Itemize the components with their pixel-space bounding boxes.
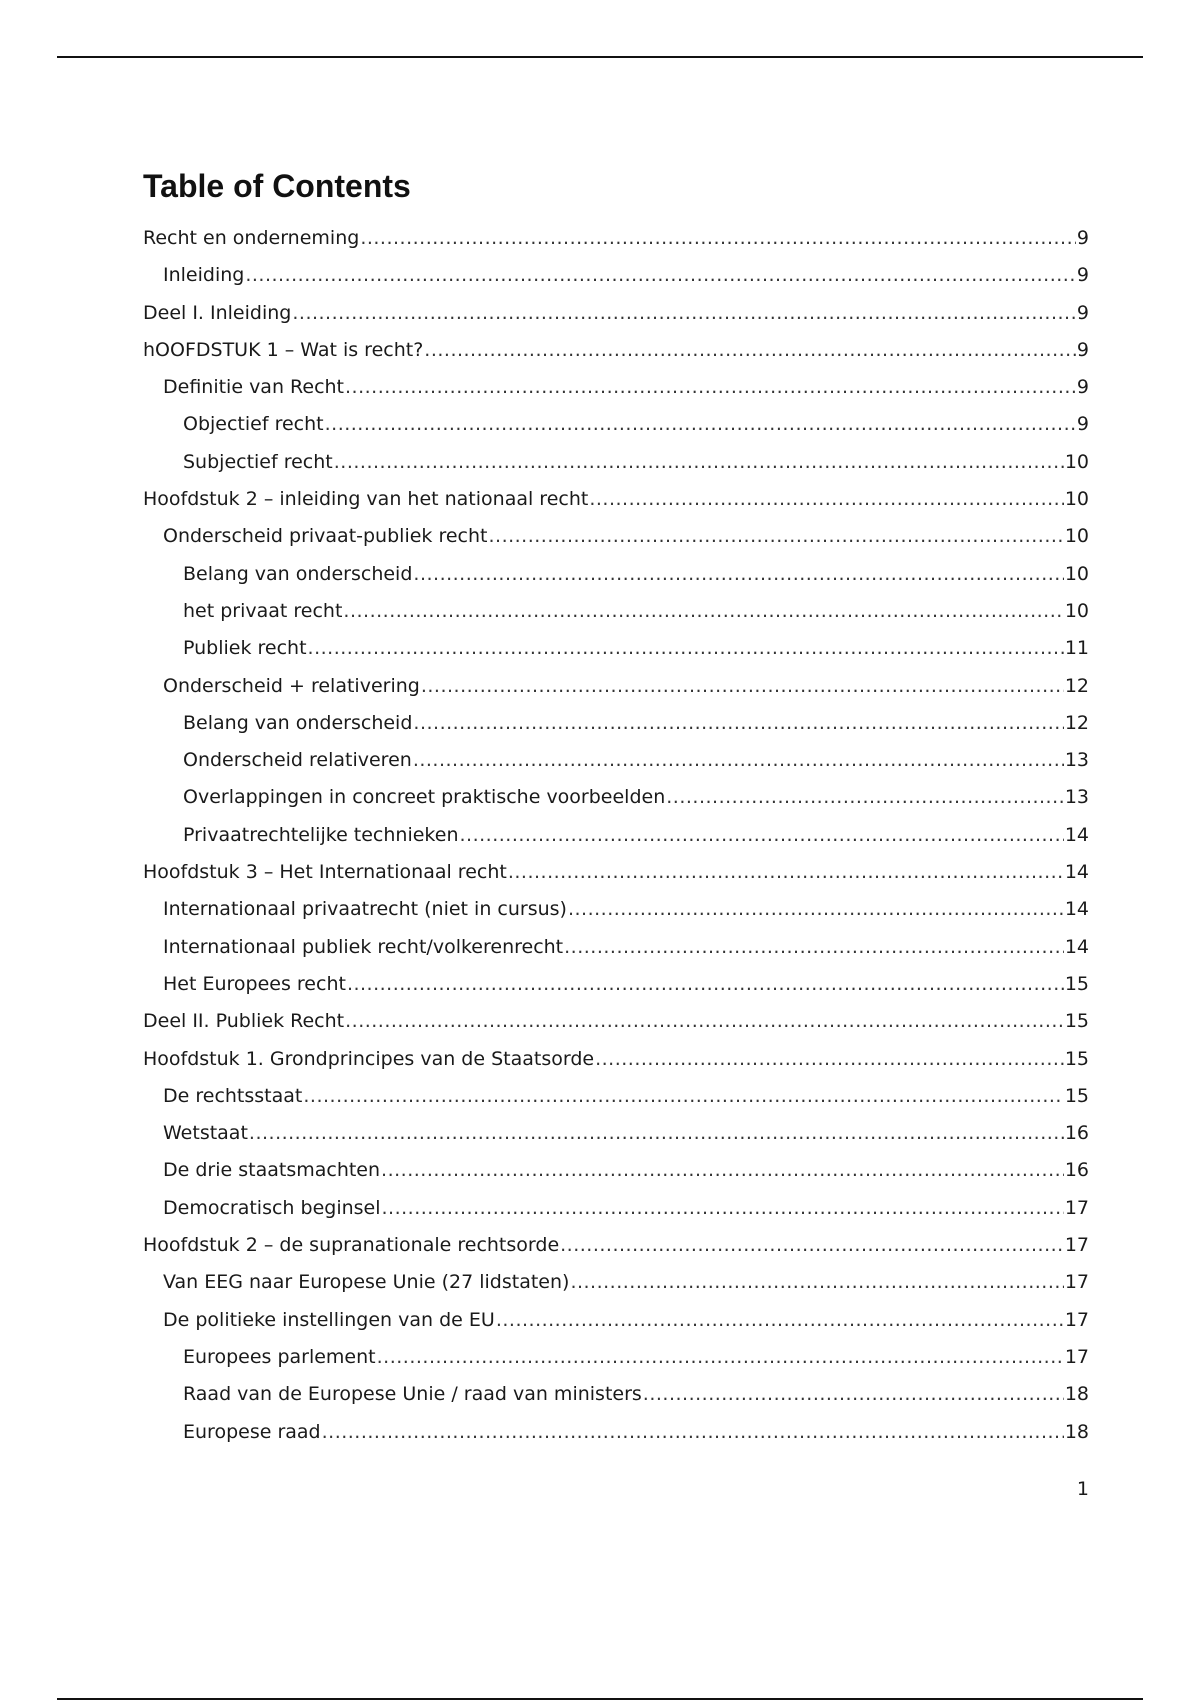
toc-entry-title: Onderscheid + relativering <box>163 674 420 697</box>
toc-entry-page: 13 <box>1064 786 1089 809</box>
toc-entry-title: Onderscheid relativeren <box>183 749 412 772</box>
toc-entry-title: Hoofdstuk 3 – Het Internationaal recht <box>143 861 507 884</box>
toc-entry-title: Privaatrechtelijke technieken <box>183 823 459 846</box>
dot-leader <box>245 257 1076 294</box>
toc-entry-page: 10 <box>1064 488 1089 511</box>
toc-entry[interactable] <box>143 556 1089 593</box>
toc-entry[interactable] <box>143 369 1089 406</box>
dot-leader <box>666 779 1064 816</box>
dot-leader <box>377 1339 1064 1376</box>
dot-leader <box>343 593 1063 630</box>
toc-entry-title: Subjectief recht <box>183 450 333 473</box>
toc-entry-page: 10 <box>1064 525 1089 548</box>
toc-entry-title: hOOFDSTUK 1 – Wat is recht? <box>143 338 424 361</box>
toc-entry[interactable] <box>143 630 1089 667</box>
toc-entry-title: Hoofdstuk 2 – inleiding van het nationaal recht <box>143 488 589 511</box>
toc-entry[interactable] <box>143 891 1089 928</box>
dot-leader <box>413 742 1064 779</box>
header-rule <box>57 56 1143 58</box>
dot-leader <box>334 444 1064 481</box>
toc-entry[interactable] <box>143 1227 1089 1264</box>
toc-entry[interactable] <box>143 593 1089 630</box>
dot-leader <box>303 1078 1063 1115</box>
dot-leader <box>308 630 1064 667</box>
dot-leader <box>589 481 1063 518</box>
toc-entry-title: Democratisch beginsel <box>163 1196 381 1219</box>
dot-leader <box>421 668 1064 705</box>
dot-leader <box>570 1264 1063 1301</box>
toc-entry-title: Europese raad <box>183 1420 321 1443</box>
toc-entry-page: 17 <box>1064 1345 1089 1368</box>
toc-entry[interactable] <box>143 220 1089 257</box>
dot-leader <box>643 1376 1064 1413</box>
toc-entry-title: Hoofdstuk 2 – de supranationale rechtsorde <box>143 1234 560 1257</box>
toc-entry-page: 17 <box>1064 1234 1089 1257</box>
toc-entry-title: Belang van onderscheid <box>183 562 413 585</box>
toc-entry-page: 14 <box>1064 823 1089 846</box>
toc-entry-page: 9 <box>1076 413 1089 436</box>
toc-entry-page: 12 <box>1064 674 1089 697</box>
toc-entry-page: 16 <box>1064 1159 1089 1182</box>
toc-entry-title: De politieke instellingen van de EU <box>163 1308 495 1331</box>
toc-entry-page: 15 <box>1064 1084 1089 1107</box>
dot-leader <box>325 406 1076 443</box>
dot-leader <box>488 518 1063 555</box>
toc-entry[interactable] <box>143 481 1089 518</box>
toc-entry-title: Van EEG naar Europese Unie (27 lidstaten) <box>163 1271 570 1294</box>
toc-entry[interactable] <box>143 1302 1089 1339</box>
toc-entry[interactable] <box>143 1041 1089 1078</box>
toc-entry[interactable] <box>143 406 1089 443</box>
toc-entry-title: Internationaal privaatrecht (niet in cursus) <box>163 898 567 921</box>
dot-leader <box>322 1414 1064 1451</box>
dot-leader <box>347 966 1064 1003</box>
toc-entry-page: 9 <box>1076 227 1089 249</box>
toc-entry-page: 14 <box>1064 898 1089 921</box>
toc-entry[interactable] <box>143 1152 1089 1189</box>
dot-leader <box>460 817 1064 854</box>
toc-entry-title: Europees parlement <box>183 1345 376 1368</box>
toc-entry-title: De rechtsstaat <box>163 1084 303 1107</box>
toc-entry-page: 12 <box>1064 711 1089 734</box>
toc-entry[interactable] <box>143 1414 1089 1451</box>
toc-entry-page: 10 <box>1064 450 1089 473</box>
toc-entry[interactable] <box>143 1339 1089 1376</box>
toc-entry-title: Inleiding <box>163 264 245 287</box>
dot-leader <box>564 929 1064 966</box>
toc-entry-page: 15 <box>1064 1047 1089 1070</box>
toc-entry-page: 18 <box>1064 1420 1089 1443</box>
toc-entry[interactable] <box>143 742 1089 779</box>
toc-entry-title: Objectief recht <box>183 413 324 436</box>
toc-entry-page: 14 <box>1064 861 1089 884</box>
toc-entry-page: 15 <box>1064 1010 1089 1033</box>
toc-entry[interactable] <box>143 444 1089 481</box>
dot-leader <box>413 556 1063 593</box>
toc-entry[interactable] <box>143 668 1089 705</box>
dot-leader <box>424 332 1076 369</box>
dot-leader <box>249 1115 1064 1152</box>
toc-entry[interactable] <box>143 854 1089 891</box>
dot-leader <box>568 891 1064 928</box>
toc-entry[interactable] <box>143 1190 1089 1227</box>
toc-entry-page: 18 <box>1064 1383 1089 1406</box>
toc-entry[interactable] <box>143 257 1089 294</box>
dot-leader <box>381 1152 1064 1189</box>
toc-entry-page: 17 <box>1064 1271 1089 1294</box>
dot-leader <box>560 1227 1064 1264</box>
toc-entry[interactable] <box>143 1078 1089 1115</box>
toc-title: Table of Contents <box>143 168 411 204</box>
toc-entry-title: Het Europees recht <box>163 972 346 995</box>
dot-leader <box>360 220 1076 257</box>
toc-entry-page: 13 <box>1064 749 1089 772</box>
toc-entry-page: 10 <box>1064 599 1089 622</box>
toc-entry[interactable] <box>143 1264 1089 1301</box>
dot-leader <box>345 1003 1064 1040</box>
dot-leader <box>382 1190 1064 1227</box>
toc-entry-page: 9 <box>1076 264 1089 287</box>
toc-entry-page: 14 <box>1064 935 1089 958</box>
toc-list <box>143 220 1089 1451</box>
table-of-contents <box>143 160 1089 1451</box>
toc-entry-page: 17 <box>1064 1308 1089 1331</box>
dot-leader <box>345 369 1076 406</box>
toc-entry-title: Onderscheid privaat-publiek recht <box>163 525 488 548</box>
toc-entry-title: Wetstaat <box>163 1122 248 1145</box>
toc-entry-page: 9 <box>1076 338 1089 361</box>
toc-entry-title: Deel II. Publiek Recht <box>143 1010 345 1033</box>
toc-entry-title: Internationaal publiek recht/volkerenrecht <box>163 935 564 958</box>
toc-entry-page: 15 <box>1064 972 1089 995</box>
toc-entry-page: 9 <box>1076 376 1089 399</box>
toc-entry-title: Hoofdstuk 1. Grondprincipes van de Staatsorde <box>143 1047 595 1070</box>
toc-entry-page: 17 <box>1064 1196 1089 1219</box>
toc-entry[interactable] <box>143 332 1089 369</box>
toc-entry-title: Raad van de Europese Unie / raad van ministers <box>183 1383 642 1406</box>
toc-entry-title: Recht en onderneming <box>143 227 360 249</box>
page-number: 1 <box>1076 1478 1089 1500</box>
toc-entry-title: het privaat recht <box>183 599 343 622</box>
toc-entry-page: 9 <box>1076 301 1089 324</box>
toc-entry[interactable] <box>143 1115 1089 1152</box>
dot-leader <box>413 705 1063 742</box>
toc-entry-title: Deel I. Inleiding <box>143 301 292 324</box>
toc-entry[interactable] <box>143 1376 1089 1413</box>
toc-entry-title: Belang van onderscheid <box>183 711 413 734</box>
toc-entry[interactable] <box>143 705 1089 742</box>
dot-leader <box>595 1041 1064 1078</box>
toc-entry-page: 16 <box>1064 1122 1089 1145</box>
toc-entry[interactable] <box>143 929 1089 966</box>
toc-entry-page: 10 <box>1064 562 1089 585</box>
toc-entry-title: Publiek recht <box>183 637 307 660</box>
dot-leader <box>508 854 1064 891</box>
toc-entry-page: 11 <box>1064 637 1089 660</box>
toc-entry[interactable] <box>143 1003 1089 1040</box>
dot-leader <box>292 295 1076 332</box>
toc-entry[interactable] <box>143 966 1089 1003</box>
toc-entry[interactable] <box>143 295 1089 332</box>
toc-entry-title: De drie staatsmachten <box>163 1159 381 1182</box>
toc-entry-title: Definitie van Recht <box>163 376 345 399</box>
toc-entry[interactable] <box>143 518 1089 555</box>
toc-entry[interactable] <box>143 817 1089 854</box>
toc-entry[interactable] <box>143 779 1089 816</box>
toc-entry-title: Overlappingen in concreet praktische voorbeelden <box>183 786 666 809</box>
dot-leader <box>496 1302 1064 1339</box>
